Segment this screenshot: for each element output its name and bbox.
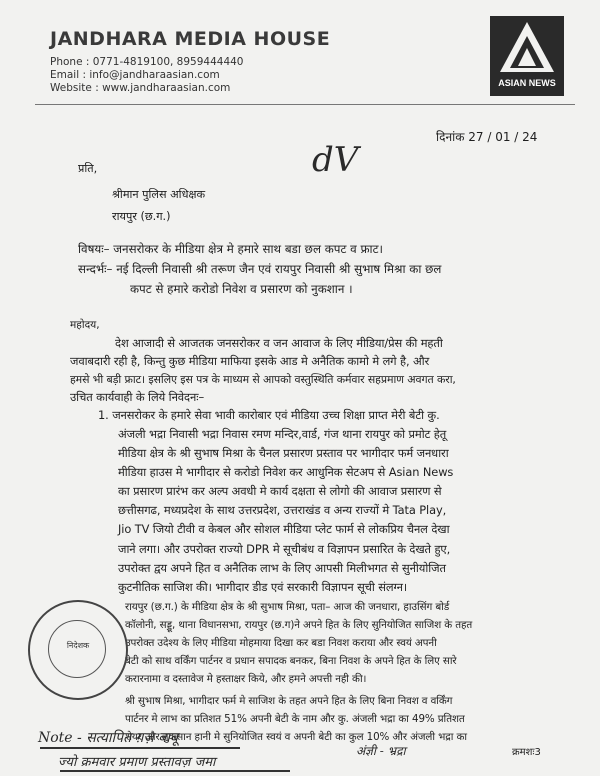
seal-text: निदेशक (66, 641, 90, 650)
point3-line-2: पार्टनर मे लाभ का प्रतिशत 51% अपनी बेटी के नाम और कु. अंजली भद्रा का 49% प्रतिशत (125, 713, 465, 725)
point2-line-5: करारनामा व दस्तावेज मे हस्ताक्षर किये, और हमने अपत्ती नही की। (125, 673, 367, 685)
point1-line-3: मीडिया क्षेत्र के श्री सुभाष मिश्रा के चैनल प्रसारण प्रस्ताव पर भागीदार फर्म जनधारा (118, 446, 449, 460)
letterhead (50, 28, 330, 95)
to-prefix: प्रति, (78, 162, 98, 175)
intro-line-4: उचित कार्यवाही के लिये निवेदनः– (70, 390, 205, 404)
point2-line-2: कॉलोनी, सड्डू, थाना विधानसभा, रायपुर (छ.ग)ने अपने हित के लिए सुनियोजित साजिश के तहत (125, 619, 473, 631)
point2-line-1: रायपुर (छ.ग.) के मीडिया क्षेत्र के श्री सुभाष मिश्रा, पता– आज की जनधारा, हाउसिंग बोर्ड (125, 601, 450, 613)
intro-line-2: जवाबदारी रही है, किन्तु कुछ मीडिया माफिया इसके आड मे अनैतिक कामो मे लगे है, और (70, 354, 430, 368)
point1-line-2: अंजली भद्रा निवासी भद्रा निवास रमण मन्दिर,वार्ड, गंज थाना रायपुर को प्रमोट हेतू (118, 427, 447, 441)
handwritten-signature: अंज्ञी - भ्रद्रा (356, 744, 406, 758)
point1-line-8: जाने लगा। और उपरोक्त राज्यो DPR मे सूचीबंध व विज्ञापन प्रसारित के देखते हुए, (118, 542, 451, 556)
point3-line-1: श्री सुभाष मिश्रा, भागीदार फर्म मे साजिश के तहत अपने हित के लिए बिना निवश व वर्किंग (125, 695, 453, 707)
point1-line-6: छत्तीसगढ, मध्यप्रदेश के साथ उत्तरप्रदेश, उत्तराखंड व अन्य राज्यों मे Tata Play, (118, 503, 447, 517)
header-divider (35, 104, 575, 105)
recipient: श्रीमान पुलिस अधिक्षक (112, 188, 206, 201)
company-name: JANDHARA MEDIA HOUSE (50, 28, 331, 50)
email-line: Email : info@jandharaasian.com (50, 69, 220, 81)
phone-line: Phone : 0771-4819100, 8959444440 (50, 56, 244, 68)
point2-line-4: बेटी को साथ वर्किंग पार्टनर व प्रधान सपादक बनकर, बिना निवश के अपने हित के लिए सारे (125, 655, 457, 667)
point1-line-4: मीडिया हाउस मे भागीदार से करोडो निवेश कर आधुनिक सेटअप से Asian News (118, 465, 454, 479)
subject-line: विषयः– जनसरोकर के मीडिया क्षेत्र मे हमारे साथ बडा छल कपट व फ्राट। (78, 242, 384, 256)
continued-marker: क्रमशः3 (512, 747, 541, 758)
handwritten-initials: dV (312, 140, 359, 180)
website-line: Website : www.jandharaasian.com (50, 82, 231, 94)
point2-line-3: उपरोक्त उदेश्य के लिए मीडिया मोहमाया दिखा कर बडा निवश कराया और स्वयं अपनी (125, 637, 437, 649)
point1-line-9: उपरोक्त द्वय अपने हित व अनैतिक लाभ के लिए आपसी मिलीभगत से सुनीयोजित (118, 561, 446, 575)
asian-news-logo (490, 16, 564, 96)
note-underline-1 (40, 747, 240, 749)
point1-line-5: का प्रसारण प्रारंभ कर अल्प अवधी मे कार्य दक्षता से लोगो की आवाज प्रसारण से (118, 484, 442, 498)
point3-line-3: शेयर और नुकसान हानी मे सुनियोजित स्वयं व अपनी बेटी का कुल 10% और अंजली भद्रा का (125, 731, 467, 743)
logo-text: ASIAN NEWS (498, 78, 556, 88)
point1-line-1: 1. जनसरोकर के हमारे सेवा भावी कारोबार एवं मीडिया उच्च शिक्षा प्राप्त मेरी बेटी कु. (98, 408, 440, 422)
triangle-logo-icon (490, 16, 564, 78)
salutation: महोदय, (70, 319, 100, 331)
reference-line-1: सन्दर्भः– नई दिल्ली निवासी श्री तरूण जैन एवं रायपुर निवासी श्री सुभाष मिश्रा का छल (78, 262, 442, 276)
reference-line-2: कपट से हमारे करोडो निवेश व प्रसारण को नुकशान । (130, 282, 353, 296)
date: दिनांक 27 / 01 / 24 (436, 130, 538, 144)
point1-line-7: Jio TV जियो टीवी व केबल और सोशल मीडिया प्लेट फार्म से लोकप्रिय चैनल देखा (118, 522, 450, 536)
intro-line-3: हमसे भी बड़ी फ्राट। इसलिए इस पत्र के माध्यम से आपको वस्तुस्थिति कर्मवार सहप्रमाण अवगत करा, (70, 373, 456, 386)
note-underline-2 (60, 770, 290, 772)
handwritten-note-line-2: ज्यो क्रमवार प्रमाण प्रस्तावज़ जमा (58, 755, 216, 770)
intro-line-1: देश आजादी से आजतक जनसरोकर व जन आवाज के लिए मीडिया/प्रेस की महती (115, 336, 443, 350)
recipient-city: रायपुर (छ.ग.) (112, 210, 171, 223)
organization-seal (28, 600, 128, 700)
point1-line-10: कुटनीतिक साजिश की। भागीदार डीड एवं सरकारी विज्ञापन सूची संलग्न। (118, 580, 408, 594)
handwritten-note-line-1: Note - सत्यापित ग़ज़ बाबू (38, 730, 178, 746)
